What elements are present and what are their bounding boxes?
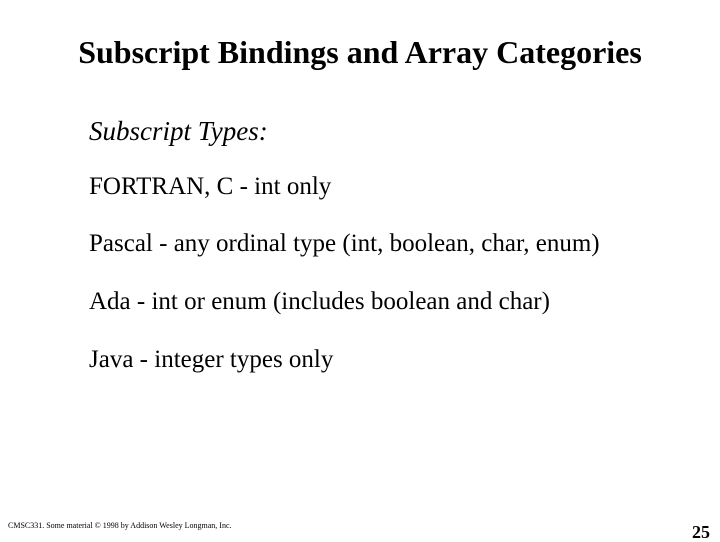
slide-title: Subscript Bindings and Array Categories <box>78 34 642 70</box>
list-item: Java - integer types only <box>89 346 334 373</box>
list-item: Pascal - any ordinal type (int, boolean, char, enum) <box>89 230 600 257</box>
slide-body <box>89 114 649 375</box>
list-item: Ada - int or enum (includes boolean and char) <box>89 288 550 315</box>
footer-copyright: CMSC331. Some material © 1998 by Addison Wesley Longman, Inc. <box>8 521 232 530</box>
list-item: FORTRAN, C - int only <box>89 173 332 200</box>
page-number: 25 <box>692 522 710 542</box>
subheading: Subscript Types: <box>89 116 268 146</box>
